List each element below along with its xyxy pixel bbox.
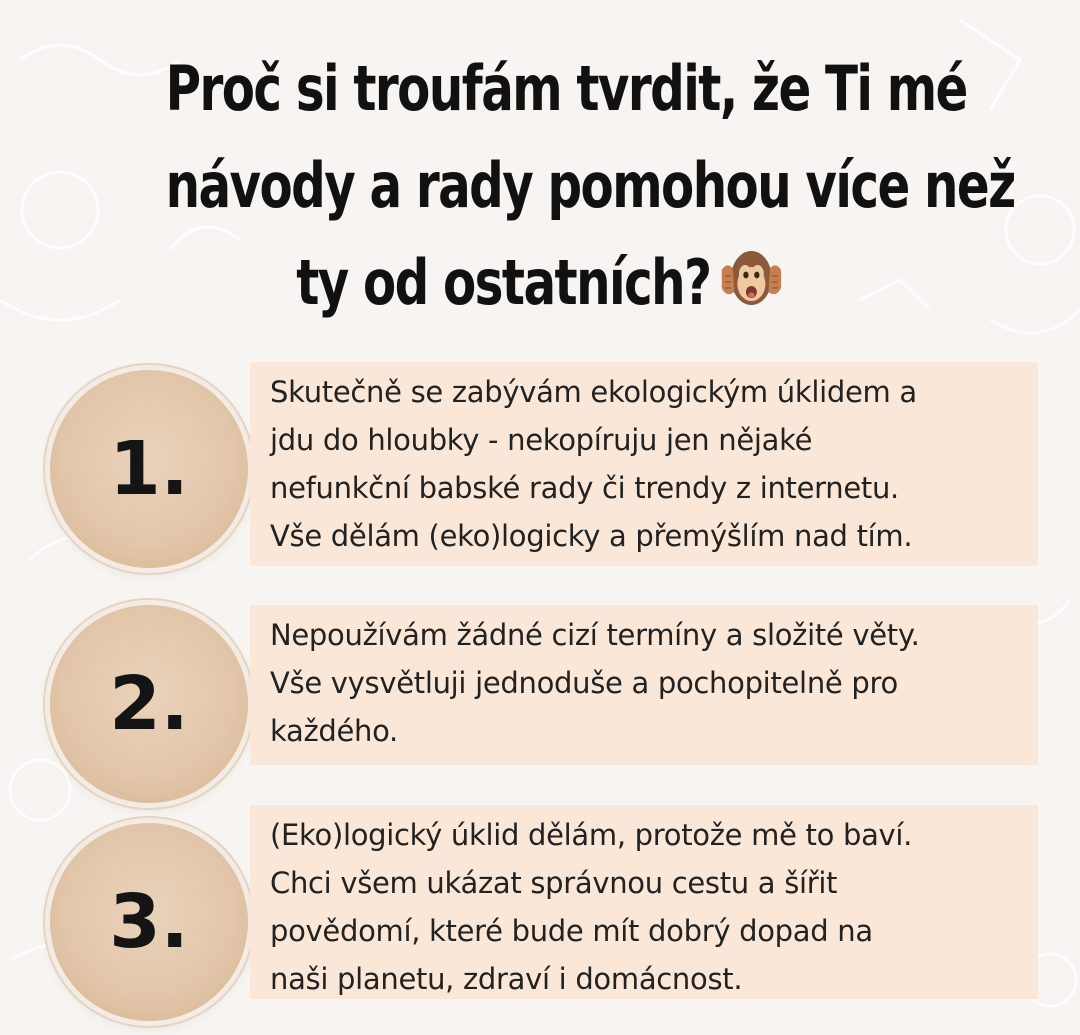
title-line-3	[166, 234, 915, 331]
number-label-3: 3.	[109, 879, 189, 965]
title-line-2: návody a rady pomohou více než	[165, 149, 1015, 222]
title-line-1: Proč si troufám tvrdit, že Ti mé	[165, 52, 967, 125]
title-line-3-text: ty od ostatních?	[296, 246, 711, 319]
number-label-2: 2.	[109, 661, 189, 747]
number-badge-3	[50, 823, 248, 1021]
number-badge-1	[50, 370, 248, 568]
number-label-1: 1.	[109, 426, 189, 512]
hear-no-evil-monkey-icon	[718, 240, 784, 314]
reason-text-2: Nepoužívám žádné cizí termíny a složité věty. Vše vysvětluji jednoduše a pochopitelně pro každého.	[270, 618, 920, 748]
reason-text-1: Skutečně se zabývám ekologickým úklidem a jdu do hloubky - nekopíruju jen nějaké nefunkční babské rady či trendy z internetu. Vše dělám (eko)logicky a přemýšlím nad tím.	[270, 375, 917, 553]
number-badge-2	[50, 605, 248, 803]
reason-card-3	[250, 805, 1038, 999]
reason-card-1	[250, 362, 1038, 566]
reason-card-2	[250, 605, 1038, 765]
page-title	[165, 40, 1015, 331]
reason-text-3: (Eko)logický úklid dělám, protože mě to baví. Chci všem ukázat správnou cestu a šířit povědomí, které bude mít dobrý dopad na naši planetu, zdraví i domácnost.	[270, 818, 913, 996]
